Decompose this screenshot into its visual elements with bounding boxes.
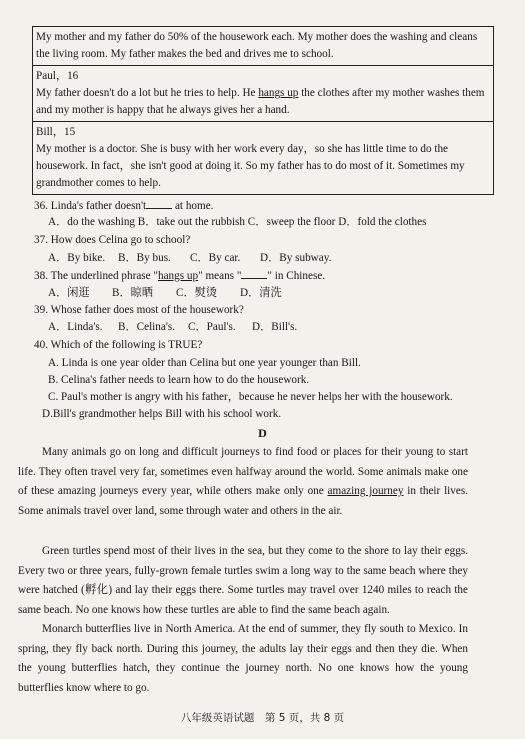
reading-table xyxy=(32,26,494,195)
passage-paragraph: Many animals go on long and difficult journeys to find food or places for their young to start life. They often travel very far, sometimes even halfway around the world. Some animals make one of these amazing journeys every year, while others make only one amazing journey in their lives. Some animals travel over land, some through water and others in the air. xyxy=(18,446,468,517)
row-text: My father doesn't do a lot but he tries to help. He hangs up the clothes after my mother washes them and my mother is happy that he always gives her a hand. xyxy=(36,87,485,116)
table-row xyxy=(32,121,494,195)
answer-blank xyxy=(146,197,172,209)
question-38-options: A．闲逛 B．晾晒 C．熨烫 D．清洗 xyxy=(48,287,282,299)
underlined-phrase: hangs up xyxy=(258,87,299,99)
question-39: 39. Whose father does most of the housework? xyxy=(34,304,244,316)
question-40-option-d: D.Bill's grandmother helps Bill with his school work. xyxy=(42,408,282,420)
question-36-options: A．do the washing B．take out the rubbish C．sweep the floor D．fold the clothes xyxy=(48,216,427,228)
question-40-option-a: A. Linda is one year older than Celina but one year younger than Bill. xyxy=(48,357,361,369)
row-text: My mother is a doctor. She is busy with her work every day，so she has little time to do the housework. In fact，she isn't good at doing it. So my father has to do most of it. Sometimes my grandmother comes to help. xyxy=(36,143,465,189)
table-row xyxy=(32,26,494,65)
question-40: 40. Which of the following is TRUE? xyxy=(34,339,203,351)
page-footer: 八年级英语试题 第 5 页，共 8 页 xyxy=(180,712,345,724)
table-row xyxy=(32,65,494,121)
row-name: Bill，15 xyxy=(36,126,76,138)
section-heading: D xyxy=(258,426,267,440)
passage-paragraph: Monarch butterflies live in North America. At the end of summer, they fly south to Mexico. In spring, they fly back north. During this journey, the adults lay their eggs and then they die. When the young butterflies hatch, they continue the journey north. No one knows how the young butterflies know where to go. xyxy=(18,623,468,694)
row-text: My mother and my father do 50% of the housework each. My mother does the washing and cleans the living room. My father makes the bed and drives me to school. xyxy=(36,31,478,60)
question-37-options: A．By bike. B．By bus. C．By car. D．By subway. xyxy=(48,252,332,264)
underlined-phrase: amazing journey xyxy=(327,485,404,498)
question-40-option-b: B. Celina's father needs to learn how to do the housework. xyxy=(48,374,310,386)
row-name: Paul，16 xyxy=(36,70,79,82)
question-36: 36. Linda's father doesn't at home. xyxy=(34,197,504,215)
answer-blank xyxy=(241,267,267,279)
passage-paragraph: Green turtles spend most of their lives in the sea, but they come to the shore to lay their eggs. Every two or three years, fully-grown female turtles swim a long way to the same beach where they were hatched (孵化) and lay their eggs there. Some turtles may travel over 1240 miles to reach the same beach. No one knows how these turtles are able to find the same beach again. xyxy=(18,545,468,616)
question-40-option-c: C. Paul's mother is angry with his father，because he never helps her with the housework. xyxy=(48,391,453,403)
question-37: 37. How does Celina go to school? xyxy=(34,234,191,246)
question-38: 38. The underlined phrase "hangs up" means " " in Chinese. xyxy=(34,267,504,285)
question-39-options: A．Linda's. B．Celina's. C．Paul's. D．Bill's. xyxy=(48,321,298,333)
